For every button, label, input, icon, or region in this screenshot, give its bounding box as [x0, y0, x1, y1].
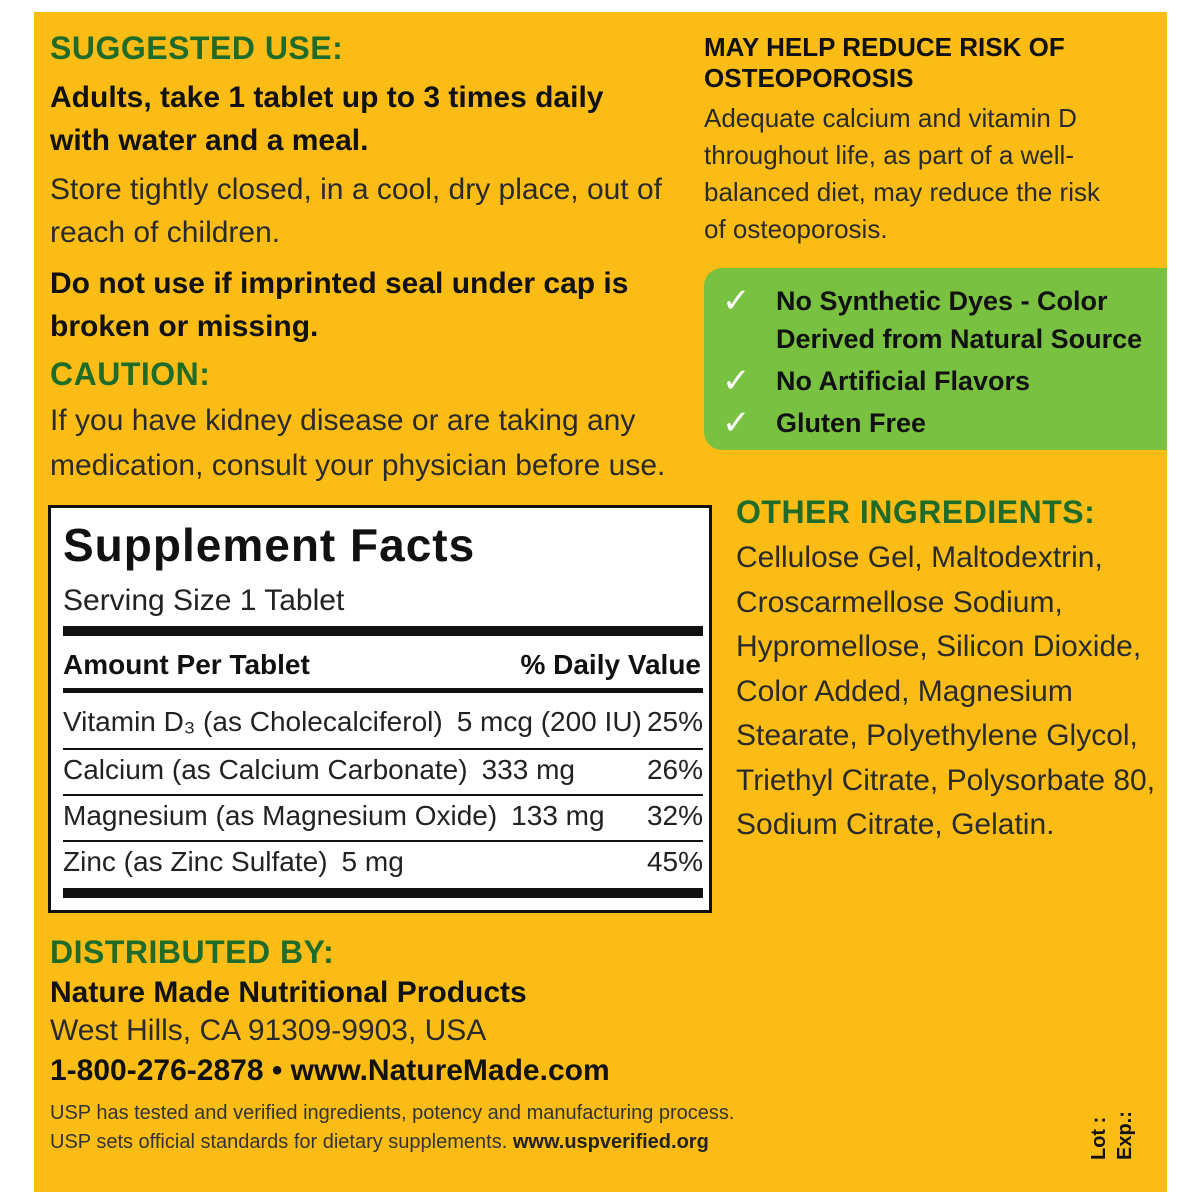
facts-divider-bottom — [63, 888, 703, 898]
company-contact: 1-800-276-2878 • www.NatureMade.com — [50, 1054, 610, 1087]
checkmark-icon: ✓ — [722, 362, 751, 400]
suggested-use-heading: SUGGESTED USE: — [50, 30, 344, 66]
dosage-text: Adults, take 1 tablet up to 3 times daily with water and a meal. — [50, 81, 604, 157]
other-ingredients-text: Cellulose Gel, Maltodextrin, Croscarmellose Sodium, Hypromellose, Silicon Dioxide, Color Added, Magnesium Stearate, Polyethylene Glycol, Triethyl Citrate, Polysorbate 80, Sodium Citrate, Gelatin. — [736, 541, 1156, 841]
nutrient-amount: 333 mg — [481, 754, 575, 785]
nutrient-name: Zinc (as Zinc Sulfate) — [63, 846, 328, 877]
nutrient-dv: 25% — [646, 706, 703, 737]
facts-row — [63, 796, 703, 840]
other-ingredients-heading: OTHER INGREDIENTS: — [736, 494, 1096, 530]
nutrient-dv: 45% — [646, 846, 703, 877]
usp-standards — [50, 1131, 709, 1154]
seal-warning-text: Do not use if imprinted seal under cap is broken or missing. — [50, 267, 629, 343]
facts-row — [63, 750, 703, 794]
nutrient-dv: 26% — [646, 754, 703, 785]
usp-statement: USP has tested and verified ingredients, potency and manufacturing process. — [50, 1102, 735, 1124]
facts-divider-mid — [63, 688, 703, 693]
claim-label: No Artificial Flavors — [776, 366, 1031, 396]
nutrient-name: Vitamin D₃ (as Cholecalciferol) — [63, 706, 443, 737]
supplement-facts-panel — [48, 505, 712, 913]
nutrient-name: Magnesium (as Magnesium Oxide) — [63, 800, 498, 831]
facts-divider-thick — [63, 626, 703, 636]
nutrient-amount: 133 mg — [511, 800, 605, 831]
nutrient-name: Calcium (as Calcium Carbonate) — [63, 754, 468, 785]
amount-per-tablet-header: Amount Per Tablet — [63, 649, 310, 680]
caution-heading: CAUTION: — [50, 356, 211, 392]
company-name: Nature Made Nutritional Products — [50, 976, 527, 1009]
checkmark-icon: ✓ — [722, 404, 751, 442]
nutrient-dv: 32% — [646, 800, 703, 831]
distributed-by-heading: DISTRIBUTED BY: — [50, 934, 335, 970]
claim-label: No Synthetic Dyes - Color Derived from Natural Source — [776, 286, 1143, 354]
usp-standards-text: USP sets official standards for dietary supplements. — [50, 1131, 508, 1153]
caution-text: If you have kidney disease or are taking any medication, consult your physician before use. — [50, 404, 666, 482]
claims-box — [704, 268, 1167, 450]
company-address: West Hills, CA 91309-9903, USA — [50, 1014, 487, 1047]
claim-label: Gluten Free — [776, 408, 927, 438]
lot-label: Lot : — [1088, 1116, 1110, 1160]
osteoporosis-heading: MAY HELP REDUCE RISK OF OSTEOPOROSIS — [704, 32, 1065, 93]
checkmark-icon: ✓ — [722, 282, 751, 320]
supplement-facts-title: Supplement Facts — [63, 519, 476, 571]
nutrient-amount: 5 mg — [341, 846, 404, 877]
usp-url: www.uspverified.org — [512, 1131, 709, 1153]
facts-row — [63, 702, 703, 746]
storage-text: Store tightly closed, in a cool, dry place, out of reach of children. — [50, 173, 662, 249]
exp-label: Exp.: — [1114, 1111, 1136, 1160]
facts-row — [63, 842, 703, 886]
nutrient-amount: 5 mcg (200 IU) — [456, 706, 642, 737]
lot-exp-stamp — [1086, 1111, 1138, 1160]
osteoporosis-text: Adequate calcium and vitamin D throughout life, as part of a well-balanced diet, may reduce the risk of osteoporosis. — [704, 103, 1100, 244]
serving-size: Serving Size 1 Tablet — [63, 584, 345, 617]
daily-value-header: % Daily Value — [520, 649, 701, 680]
